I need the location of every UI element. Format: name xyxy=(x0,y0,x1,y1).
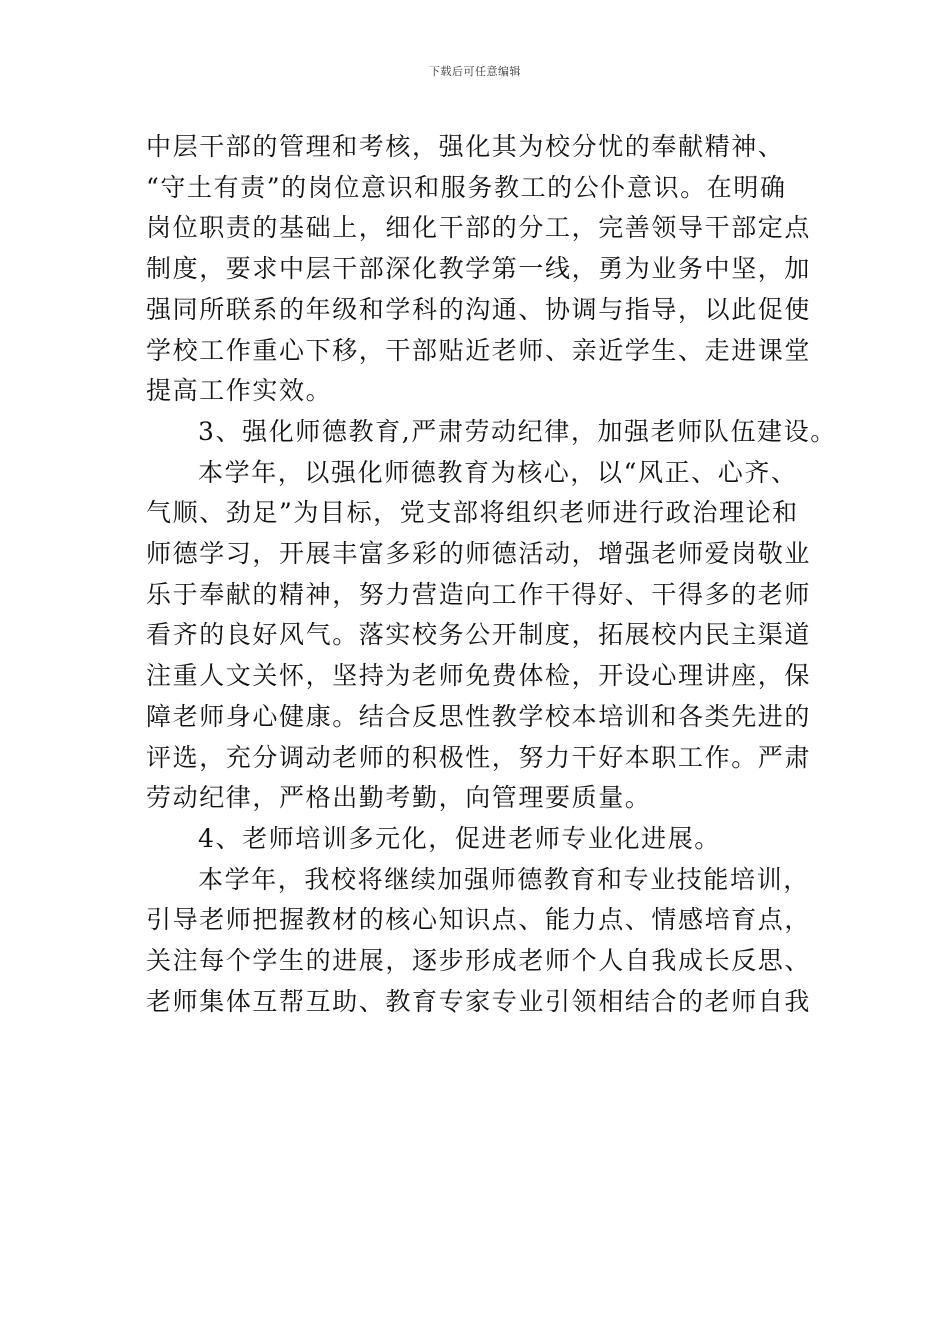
text-line: 岗位职责的基础上，细化干部的分工，完善领导干部定点 xyxy=(146,213,812,243)
text-line: 注重人文关怀，坚持为老师免费体检，开设心理讲座，保 xyxy=(146,661,812,691)
text-line: 师德学习，开展丰富多彩的师德活动，增强老师爱岗敬业 xyxy=(146,539,812,569)
text-line: 劳动纪律，严格出勤考勤，向管理要质量。 xyxy=(146,783,652,813)
text-line: 老师集体互帮互助、教育专家专业引领相结合的老师自我 xyxy=(146,986,812,1016)
text-line: 强同所联系的年级和学科的沟通、协调与指导，以此促使 xyxy=(146,294,812,324)
body-text xyxy=(146,127,837,1022)
text-line: 制度，要求中层干部深化教学第一线，勇为业务中坚，加 xyxy=(146,254,812,284)
text-line: 看齐的良好风气。落实校务公开制度，拓展校内民主渠道 xyxy=(146,620,812,650)
text-line: 气顺、劲足”为目标，党支部将组织老师进行政治理论和 xyxy=(146,498,799,528)
text-line: “守土有责”的岗位意识和服务教工的公仆意识。在明确 xyxy=(146,172,787,202)
text-line: 障老师身心健康。结合反思性教学校本培训和各类先进的 xyxy=(146,701,812,731)
text-line: 乐于奉献的精神，努力营造向工作干得好、干得多的老师 xyxy=(146,579,812,609)
text-line: 中层干部的管理和考核，强化其为校分忧的奉献精神、 xyxy=(146,132,785,161)
text-line: 评选，充分调动老师的积极性，努力干好本职工作。严肃 xyxy=(146,742,812,772)
paragraph-first-line: 本学年，我校将继续加强师德教育和专业技能培训， xyxy=(198,864,810,894)
text-line: 关注每个学生的进展，逐步形成老师个人自我成长反思、 xyxy=(146,946,812,976)
text-line: 引导老师把握教材的核心知识点、能力点、情感培育点， xyxy=(146,905,812,935)
text-line: 提高工作实效。 xyxy=(146,376,333,406)
section-heading-3: 3、强化师德教育,严肃劳动纪律，加强老师队伍建设。 xyxy=(198,416,837,446)
paragraph-first-line: 本学年，以强化师德教育为核心，以“风正、心齐、 xyxy=(198,457,798,487)
section-heading-4: 4、老师培训多元化，促进老师专业化进展。 xyxy=(198,823,721,853)
text-line: 学校工作重心下移，干部贴近老师、亲近学生、走进课堂 xyxy=(146,335,812,365)
page-header-note: 下载后可任意编辑 xyxy=(429,65,521,78)
